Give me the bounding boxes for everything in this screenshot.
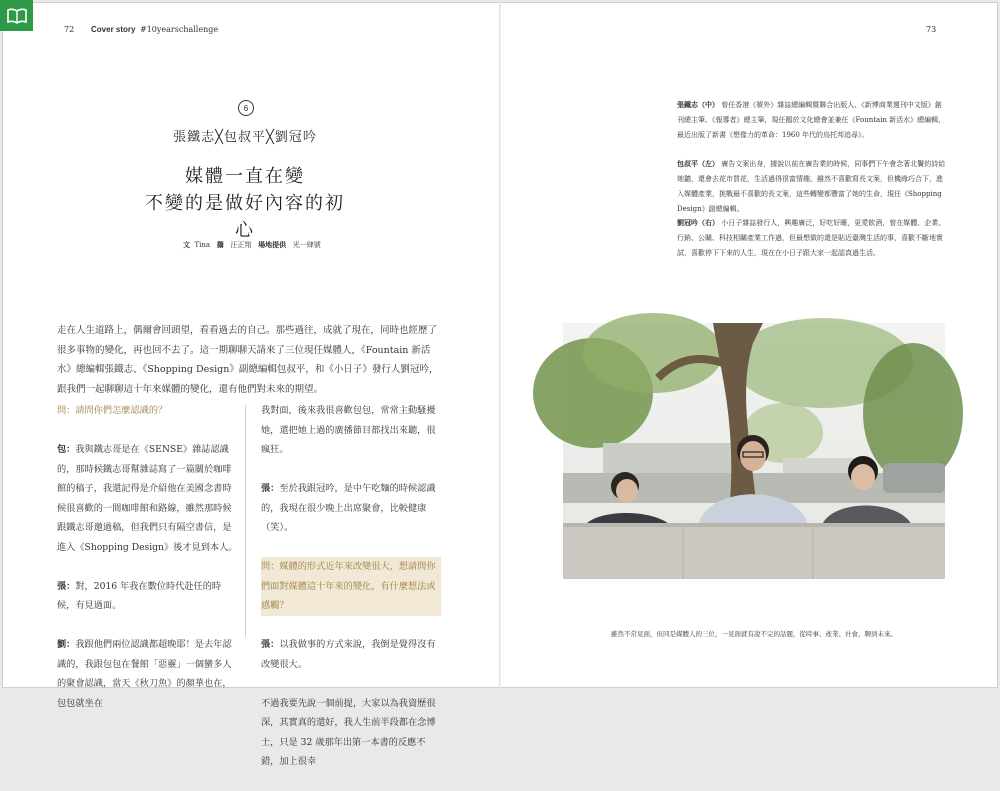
answer-liu-1-cont: 我對面，後來我很喜歡包包，常常主動騷擾她，還把她上過的廣播節目都找出來聽，很瘋狂。	[261, 405, 436, 455]
answer-zhang-3	[261, 635, 441, 674]
bio-text: 廣告文案出身，據說以前在廣告業的時候，同事們下午會念著北鬢的詩給她聽，還會去花市買花，生活過得很富情趣。雖然不喜歡寫長文案，但機緣巧合下，進入媒體產業，挑戰最不喜歡的長文案，這些轉變都豐富了她的生命，現任《Shopping Design》副總編輯。	[677, 160, 946, 213]
speaker-label: 張：	[261, 639, 280, 650]
answer-text: 我跟他們兩位認識都超晚耶！是去年認識的，我跟包包在餐館「惡靈」一個蠻多人的聚會認識，當天《秋刀魚》的顏華也在，包包就坐在	[57, 639, 232, 709]
article-title	[140, 163, 350, 244]
column-divider	[245, 405, 246, 637]
credit-photo-label: 攝	[216, 242, 224, 249]
bio-liu	[677, 216, 947, 261]
speaker-label: 劉：	[57, 639, 76, 650]
group-photo-image	[563, 323, 945, 579]
answer-text: 我與鐵志哥是在《SENSE》雜誌認識的，那時候鐵志哥幫雜誌寫了一篇關於咖啡館的稿子，我還記得是介紹他在美國念書時候很喜歡的一間咖啡館和路線，雖然那時候跟鐵志哥邀過稿，但我們只有隔空書信，是進入《Shopping Design》後才見到本人。	[57, 444, 238, 553]
bio-name: 劉冠吟（右）	[677, 220, 719, 227]
title-line-2: 不變的是做好內容的初心	[145, 193, 345, 241]
answer-text: 對，2016 年我在數位時代赴任的時候，有見過面。	[57, 580, 222, 611]
speaker-label: 包：	[57, 444, 76, 455]
bio-text: 曾任香港《號外》雜誌總編輯暨聯合出版人、《新博商業週刊中文版》創刊總主筆、《報導者》總主筆，現任鵝於文化總會並兼任《Fountain 新活水》總編輯，最近出版了新書《想像力的革命：1960 年代的烏托邦追尋》。	[677, 101, 946, 139]
page-gutter	[499, 2, 501, 688]
body-column-left	[57, 401, 238, 733]
credit-writer-name: Tina	[194, 241, 211, 249]
bio-name: 包叔平（左）	[677, 161, 719, 168]
bio-bao	[677, 157, 947, 217]
answer-bao-1	[57, 440, 238, 557]
article-credits	[183, 240, 321, 250]
book-badge[interactable]	[0, 0, 33, 31]
title-line-1: 媒體一直在變	[185, 166, 305, 187]
group-photo	[563, 323, 945, 579]
bio-text: 小日子雜誌發行人，興趣廣泛，好吃好睡，更愛飲酒，曾在媒體、企業、行銷、公關、科技相關產業工作過，但最想做的還是貼近臺灣生活的事，喜歡不斷地實試，喜歡停下下來的人生，現在在小日子跟大家一起認真過生活。	[677, 219, 946, 257]
bio-name: 張鐵志（中）	[677, 102, 719, 109]
interviewee-names: 張鐵志╳包叔平╳劉冠吟	[173, 130, 317, 145]
question-1: 問：請問你們怎麼認識的？	[57, 405, 168, 416]
answer-zhang-2	[261, 479, 441, 538]
article-number-badge: 6	[238, 100, 254, 116]
answer-text: 至於我跟冠吟，是中午吃麵的時候認識的，我現在很少晚上出席聚會，比較健康（笑）。	[261, 483, 436, 533]
answer-zhang-3-cont: 不過我要先說一個前提，大家以為我資歷很深，其實真的還好，我人生前半段都在念博士，只是 32 歲那年出第一本書的反應不錯，加上很幸	[261, 697, 436, 767]
question-2: 問：媒體的形式近年來改變很大，想請問你們面對媒體這十年來的變化，有什麼想法或感觸？	[261, 557, 441, 616]
photo-caption: 雖然不常見面，但同是媒體人的三位，一見面就有說不完的話題，從時事、產業、社會，聊到未來。	[611, 630, 897, 638]
answer-text: 以我做事的方式來說，我倒是覺得沒有改變很大。	[261, 639, 436, 670]
credit-writer-label: 文	[183, 242, 190, 249]
answer-liu-1	[57, 635, 238, 713]
article-intro: 走在人生道路上，偶爾會回頭望，看看過去的自己。那些過往，成就了現在，同時也經歷了很多事物的變化，再也回不去了。這一期聊聊天請來了三位現任媒體人，《Fountain 新活水》總編輯張鐵志、《Shopping Design》副總編輯包叔平，和《小日子》發行人劉冠吟，跟我們一起聊聊這十年來媒體的變化，還有他們對未來的期望。	[57, 325, 439, 395]
speaker-label: 張：	[57, 580, 76, 592]
page-number-right: 73	[926, 25, 937, 34]
section-label: Cover story	[91, 25, 136, 34]
open-book-icon	[7, 8, 27, 24]
bio-zhang	[677, 98, 947, 143]
credit-venue-label: 場地提供	[258, 242, 287, 249]
page-number-left: 72	[64, 25, 75, 34]
credit-photo-name: 汪正翔	[230, 241, 252, 249]
credit-venue-name: 光一肆號	[292, 241, 321, 249]
hashtag-label: #10yearschallenge	[140, 25, 219, 34]
speaker-label: 張：	[261, 483, 280, 494]
body-column-right	[261, 401, 441, 791]
answer-zhang-1	[57, 577, 238, 616]
